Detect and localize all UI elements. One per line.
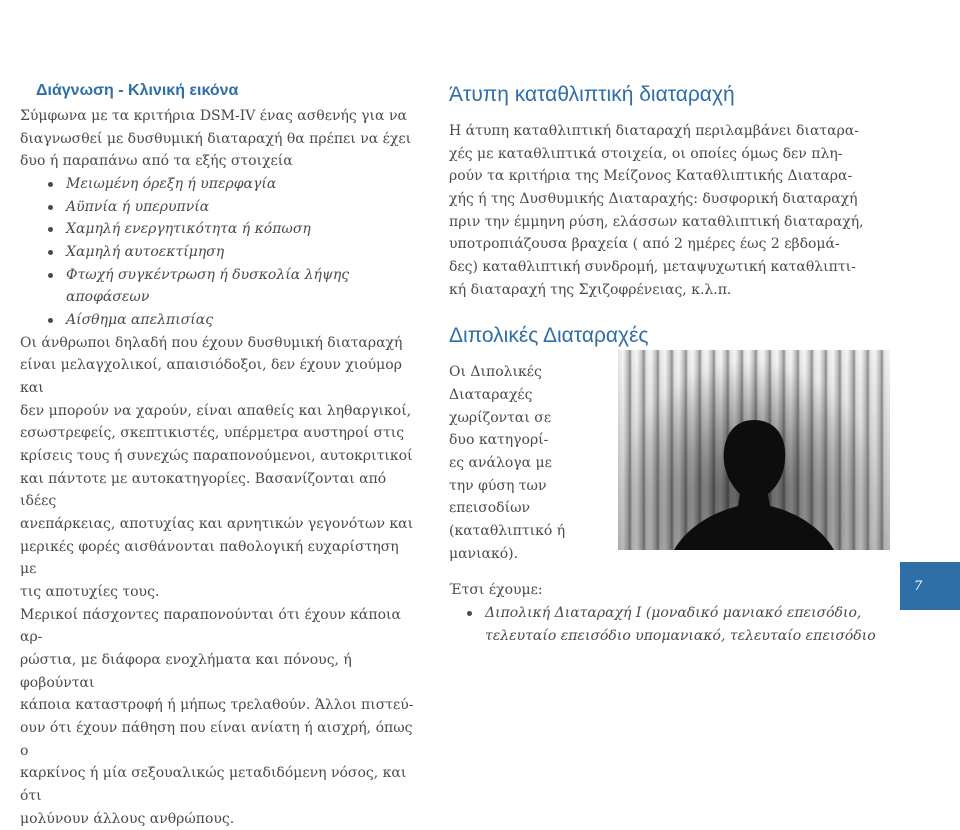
text-line: Οι άνθρωποι δηλαδή που έχουν δυσθυμική διαταραχή (20, 334, 403, 351)
atypical-paragraph (449, 120, 889, 301)
text-line: Η άτυπη καταθλιπτική διαταραχή περιλαμβάνει διαταρα- (449, 123, 860, 140)
summary-line: Έτσι έχουμε: (449, 582, 543, 599)
text-line: είναι μελαγχολικοί, απαισιόδοξοι, δεν έχουν χιούμορ και (20, 357, 402, 396)
text-line: κάποια καταστροφή ή μήπως τρελαθούν. Άλλοι πιστεύ- (20, 697, 414, 714)
text-line: υποτροπιάζουσα βραχεία ( από 2 ημέρες έως 2 εβδομά- (449, 236, 840, 253)
text-line: μερικές φορές αισθάνονται παθολογική ευχαρίστηση με (20, 538, 399, 578)
description-paragraph (20, 332, 418, 604)
text-line: διαγνωσθεί με δυσθυμική διαταραχή θα πρέπει να έχει (20, 130, 412, 147)
text-line: εσωστρεφείς, σκεπτικιστές, υπέρμετρα αυστηροί στις (20, 425, 405, 442)
text-line: ανεπάρκειας, αποτυχίας και αρνητικών γεγονότων και (20, 516, 414, 532)
text-line: τις αποτυχίες τους. (20, 584, 160, 601)
criteria-item: Αίσθημα απελπισίας (52, 309, 418, 332)
text-line: την φύση των (449, 477, 547, 494)
text-line: ουν ότι έχουν πάθηση που είναι ανίατη ή αισχρή, όπως ο (20, 720, 413, 759)
text-line: δεν μπορούν να χαρούν, είναι απαθείς και ληθαργικοί, (20, 402, 412, 419)
criteria-item: Φτωχή συγκέντρωση ή δυσκολία λήψης αποφάσεων (52, 264, 418, 309)
text-line: ρούν τα κριτήρια της Μείζονος Καταθλιπτικής Διαταρα- (449, 168, 853, 185)
text-line: κή διαταραχή της Σχιζοφρένειας, κ.λ.π. (449, 281, 732, 298)
text-line: ες ανάλογα με (449, 455, 552, 472)
silhouette-photo (618, 350, 890, 550)
text-line: χωρίζονται σε (449, 409, 552, 426)
section-heading-atypical: Άτυπη καταθλιπτική διαταραχή (449, 83, 735, 106)
page-number: 7 (914, 578, 923, 594)
bipolar-types-list (471, 602, 889, 647)
text-line: πριν την έμμηνη ρύση, ελάσσων καταθλιπτική διαταραχή, (449, 213, 864, 230)
text-line: επεισοδίων (449, 500, 531, 517)
criteria-item: Χαμηλή αυτοεκτίμηση (52, 241, 418, 264)
criteria-item: Χαμηλή ενεργητικότητα ή κόπωση (52, 218, 418, 241)
text-line: δυο ή παραπάνω από τα εξής στοιχεία (20, 153, 293, 170)
text-line: ρώστια, με διάφορα ενοχλήματα και πόνους, ή φοβούνται (20, 652, 352, 691)
text-line: κρίσεις τους ή συνεχώς παραπονούμενοι, αυτοκριτικοί (20, 447, 413, 464)
bipolar-type-item (471, 602, 889, 647)
left-column (20, 78, 418, 830)
text-line: χής ή της Δυσθυμικής Διαταραχής: δυσφορική διαταραχή (449, 191, 858, 208)
text-line: και πάντοτε με αυτοκατηγορίες. Βασανίζονται από ιδέες (20, 470, 387, 510)
silhouette-figure (618, 350, 890, 550)
intro-paragraph (20, 105, 418, 173)
bipolar-paragraph (449, 361, 599, 565)
text-line: Διαταραχές (449, 387, 533, 404)
page-number-tab (900, 562, 960, 610)
text-line: τελευταίο επεισόδιο υπομανιακό, τελευταίο επεισόδιο (485, 627, 876, 644)
text-line: μολύνουν άλλους ανθρώπους. (20, 810, 235, 827)
text-line: καρκίνος ή μία σεξουαλικώς μεταδιδόμενη νόσος, και ότι (20, 765, 407, 805)
section-heading-bipolar: Διπολικές Διαταραχές (449, 324, 649, 348)
symptoms-paragraph (20, 604, 418, 830)
text-line: χές με καταθλιπτικά στοιχεία, οι οποίες όμως δεν πλη- (449, 145, 843, 162)
criteria-item: Μειωμένη όρεξη ή υπερφαγία (52, 173, 418, 196)
text-line: δυο κατηγορί- (449, 432, 549, 449)
criteria-item: Αϋπνία ή υπερυπνία (52, 196, 418, 219)
section-heading-diagnosis: Διάγνωση - Κλινική εικόνα (36, 82, 239, 99)
text-line: Οι Διπολικές (449, 364, 542, 381)
text-line: Μερικοί πάσχοντες παραπονούνται ότι έχουν κάποια αρ- (20, 606, 401, 646)
criteria-list (52, 173, 418, 332)
text-line: μανιακό). (449, 545, 519, 562)
text-line: δες) καταθλιπτική συνδρομή, μεταψυχωτική καταθλιπτι- (449, 259, 856, 276)
text-line: (καταθλιπτικό ή (449, 523, 566, 540)
text-line: Σύμφωνα με τα κριτήρια DSM-IV ένας ασθενής για να (20, 107, 407, 124)
text-line: Διπολική Διαταραχή Ι (μοναδικό μανιακό επεισόδιο, (485, 605, 862, 622)
